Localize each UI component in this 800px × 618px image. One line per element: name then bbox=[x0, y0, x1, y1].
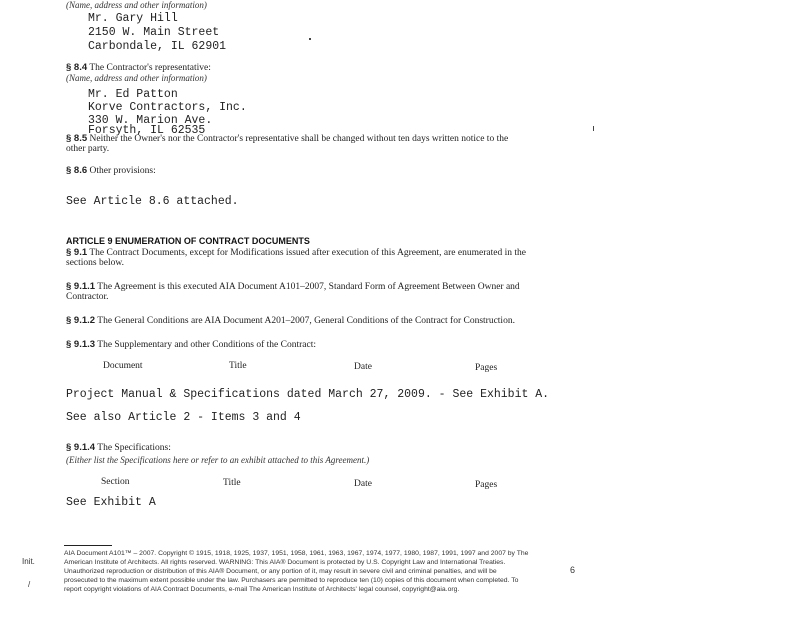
scan-speck bbox=[309, 38, 311, 40]
spec-col-pages: Pages bbox=[475, 480, 498, 490]
section-9-1-number: § 9.1 bbox=[66, 247, 88, 258]
owner-rep-note: (Name, address and other information) bbox=[66, 0, 207, 10]
section-9-1-4 bbox=[66, 442, 171, 453]
section-9-1-line2: sections below. bbox=[66, 258, 124, 268]
section-9-1-1-number: § 9.1.1 bbox=[66, 281, 96, 292]
spec-typed: See Exhibit A bbox=[66, 496, 156, 509]
section-8-4-number: § 8.4 bbox=[66, 62, 88, 73]
spec-col-section: Section bbox=[101, 477, 130, 487]
spec-col-date: Date bbox=[354, 479, 372, 489]
section-9-1-1-line1 bbox=[66, 281, 520, 292]
copyright-line2: American Institute of Architects. All rights reserved. WARNING: This AIA® Document is protected by U.S. Copyright Law and International Treaties. bbox=[64, 559, 506, 566]
spec-col-title: Title bbox=[223, 478, 241, 488]
copyright-footer bbox=[64, 549, 559, 594]
section-9-1-3 bbox=[66, 339, 316, 350]
initial-label: Init. bbox=[22, 557, 35, 566]
section-8-4-text: The Contractor's representative: bbox=[89, 63, 211, 73]
page-number: 6 bbox=[570, 565, 576, 575]
supp-col-date: Date bbox=[354, 362, 372, 372]
contractor-rep-name: Mr. Ed Patton bbox=[88, 88, 178, 101]
section-8-6-heading bbox=[66, 165, 156, 176]
contractor-rep-city: Forsyth, IL 62535 bbox=[88, 124, 206, 137]
section-9-1-4-note: (Either list the Specifications here or refer to an exhibit attached to this Agreement.) bbox=[66, 455, 370, 465]
copyright-line4: prosecuted to the maximum extent possible under the law. Purchasers are permitted to reproduce ten (10) copies of this document when completed. To bbox=[64, 577, 519, 584]
section-8-5-line2: other party. bbox=[66, 144, 110, 154]
section-8-6-typed: See Article 8.6 attached. bbox=[66, 195, 239, 208]
section-9-1-line1 bbox=[66, 247, 526, 258]
supp-col-pages: Pages bbox=[475, 363, 498, 373]
copyright-line5: report copyright violations of AIA Contract Documents, e-mail The American Institute of Architects' legal counsel, copyright@aia.org. bbox=[64, 586, 460, 593]
section-9-1-text: The Contract Documents, except for Modifications issued after execution of this Agreement, are enumerated in the bbox=[89, 248, 526, 258]
section-9-1-3-text: The Supplementary and other Conditions of the Contract: bbox=[97, 340, 316, 350]
supp-col-document: Document bbox=[103, 361, 143, 371]
section-9-1-1-line2: Contractor. bbox=[66, 292, 109, 302]
supp-typed-line2: See also Article 2 - Items 3 and 4 bbox=[66, 411, 301, 424]
copyright-line3: Unauthorized reproduction or distribution of this AIA® Document, or any portion of it, may result in severe civil and criminal penalties, and will be bbox=[64, 568, 497, 575]
initial-slash: / bbox=[28, 580, 31, 589]
section-9-1-4-number: § 9.1.4 bbox=[66, 442, 96, 453]
section-9-1-4-text: The Specifications: bbox=[97, 443, 171, 453]
section-8-6-text: Other provisions: bbox=[89, 166, 156, 176]
owner-rep-street: 2150 W. Main Street bbox=[88, 26, 220, 39]
supp-typed-line1: Project Manual & Specifications dated March 27, 2009. - See Exhibit A. bbox=[66, 388, 550, 401]
copyright-line1: AIA Document A101™ – 2007. Copyright © 1915, 1918, 1925, 1937, 1951, 1958, 1961, 1963, 1967, 1974, 1977, 1980, 1987, 1991, 1997 and 2007 by The bbox=[64, 550, 529, 557]
owner-rep-city: Carbondale, IL 62901 bbox=[88, 40, 227, 53]
footer-rule bbox=[64, 545, 112, 546]
article-9-title: ARTICLE 9 ENUMERATION OF CONTRACT DOCUMENTS bbox=[66, 236, 310, 246]
contractor-rep-company: Korve Contractors, Inc. bbox=[88, 101, 247, 114]
scan-speck bbox=[593, 126, 594, 131]
section-8-4-heading bbox=[66, 62, 211, 73]
section-9-1-1-text: The Agreement is this executed AIA Document A101–2007, Standard Form of Agreement Between Owner and bbox=[97, 282, 520, 292]
contractor-rep-note: (Name, address and other information) bbox=[66, 73, 207, 83]
section-8-5-text: Neither the Owner's nor the Contractor's representative shall be changed without ten days written notice to the bbox=[89, 134, 509, 144]
section-9-1-2 bbox=[66, 315, 515, 326]
supp-col-title: Title bbox=[229, 361, 247, 371]
section-9-1-3-number: § 9.1.3 bbox=[66, 339, 96, 350]
section-8-5-number: § 8.5 bbox=[66, 133, 88, 144]
section-8-6-number: § 8.6 bbox=[66, 165, 88, 176]
section-9-1-2-text: The General Conditions are AIA Document A201–2007, General Conditions of the Contract for Construction. bbox=[97, 316, 515, 326]
contractor-rep-street: 330 W. Marion Ave. bbox=[88, 114, 213, 127]
section-9-1-2-number: § 9.1.2 bbox=[66, 315, 96, 326]
owner-rep-name: Mr. Gary Hill bbox=[88, 12, 178, 25]
section-8-5-line1 bbox=[66, 133, 508, 144]
